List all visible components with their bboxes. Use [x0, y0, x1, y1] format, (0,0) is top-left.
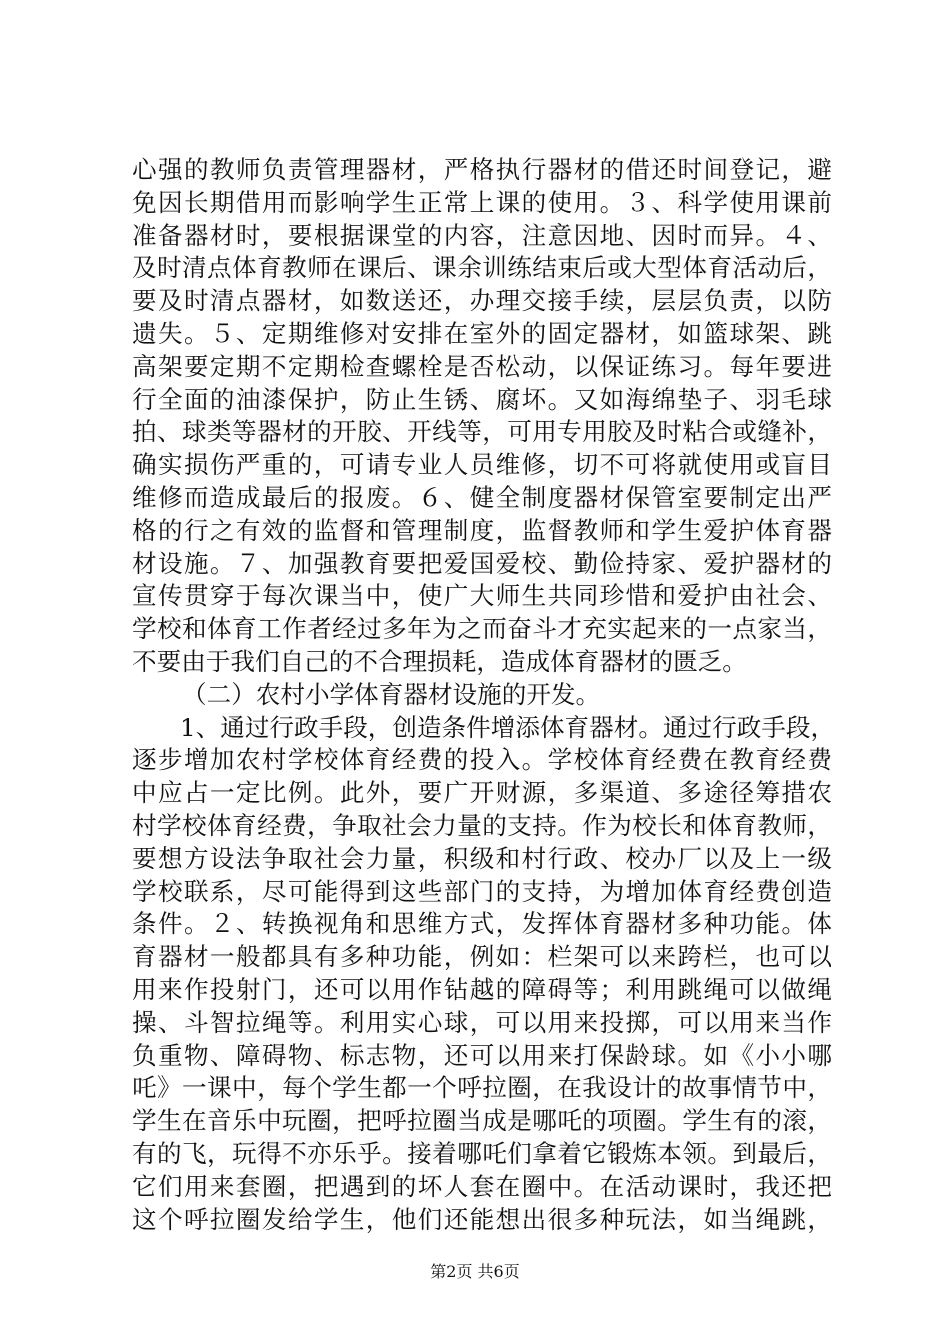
text-line: 要想方设法争取社会力量，积级和村行政、校办厂以及上一级 — [132, 843, 832, 873]
text-line: 高架要定期不定期检查螺栓是否松动，以保证练习。每年要进 — [132, 351, 832, 381]
text-line: 条件。２、转换视角和思维方式，发挥体育器材多种功能。体 — [132, 909, 832, 939]
text-line: 负重物、障碍物、标志物，还可以用来打保龄球。如《小小哪 — [132, 1040, 832, 1070]
text-line: 拍、球类等器材的开胶、开线等，可用专用胶及时粘合或缝补， — [132, 417, 832, 447]
text-line: 免因长期借用而影响学生正常上课的使用。３、科学使用课前 — [132, 187, 832, 217]
section-heading: （二）农村小学体育器材设施的开发。 — [182, 679, 601, 709]
text-line: 要及时清点器材，如数送还，办理交接手续，层层负责，以防 — [132, 286, 832, 316]
text-line: 逐步增加农村学校体育经费的投入。学校体育经费在教育经费 — [132, 745, 832, 775]
text-line: 有的飞，玩得不亦乐乎。接着哪吒们拿着它锻炼本领。到最后， — [132, 1138, 832, 1168]
text-line: 宣传贯穿于每次课当中，使广大师生共同珍惜和爱护由社会、 — [132, 581, 832, 611]
text-line: 及时清点体育教师在课后、课余训练结束后或大型体育活动后， — [132, 253, 832, 283]
text-line: 村学校体育经费，争取社会力量的支持。作为校长和体育教师， — [132, 810, 832, 840]
text-line: 1、通过行政手段，创造条件增添体育器材。通过行政手段， — [180, 712, 836, 742]
page-footer: 第2页 共6页 — [430, 1262, 520, 1281]
text-line: 吒》一课中，每个学生都一个呼拉圈，在我设计的故事情节中， — [132, 1073, 832, 1103]
text-line: 操、斗智拉绳等。利用实心球，可以用来投掷，可以用来当作 — [132, 1007, 832, 1037]
text-line: 中应占一定比例。此外，要广开财源，多渠道、多途径筹措农 — [132, 778, 832, 808]
text-line: 学生在音乐中玩圈，把呼拉圈当成是哪吒的项圈。学生有的滚， — [132, 1106, 832, 1136]
text-line: 确实损伤严重的，可请专业人员维修，切不可将就使用或盲目 — [132, 450, 832, 480]
text-line: 格的行之有效的监督和管理制度，监督教师和学生爱护体育器 — [132, 515, 832, 545]
body-text — [132, 154, 836, 1236]
text-line: 学校联系，尽可能得到这些部门的支持，为增加体育经费创造 — [132, 876, 832, 906]
text-line: 不要由于我们自己的不合理损耗，造成体育器材的匮乏。 — [132, 646, 747, 676]
text-line: 行全面的油漆保护，防止生锈、腐坏。又如海绵垫子、羽毛球 — [132, 384, 832, 414]
text-line: 育器材一般都具有多种功能，例如：栏架可以来跨栏，也可以 — [132, 942, 832, 972]
text-line: 遗失。５、定期维修对安排在室外的固定器材，如篮球架、跳 — [132, 318, 832, 348]
text-line: 材设施。７、加强教育要把爱国爱校、勤俭持家、爱护器材的 — [132, 548, 832, 578]
text-line: 这个呼拉圈发给学生，他们还能想出很多种玩法，如当绳跳， — [132, 1204, 832, 1234]
text-line: 准备器材时，要根据课堂的内容，注意因地、因时而异。４、 — [132, 220, 832, 250]
text-line: 它们用来套圈，把遇到的坏人套在圈中。在活动课时，我还把 — [132, 1171, 832, 1201]
text-line: 用来作投射门，还可以用作钻越的障碍等；利用跳绳可以做绳 — [132, 974, 832, 1004]
text-line: 学校和体育工作者经过多年为之而奋斗才充实起来的一点家当， — [132, 614, 832, 644]
text-line: 维修而造成最后的报废。６、健全制度器材保管室要制定出严 — [132, 482, 832, 512]
text-line: 心强的教师负责管理器材，严格执行器材的借还时间登记，避 — [132, 155, 832, 184]
